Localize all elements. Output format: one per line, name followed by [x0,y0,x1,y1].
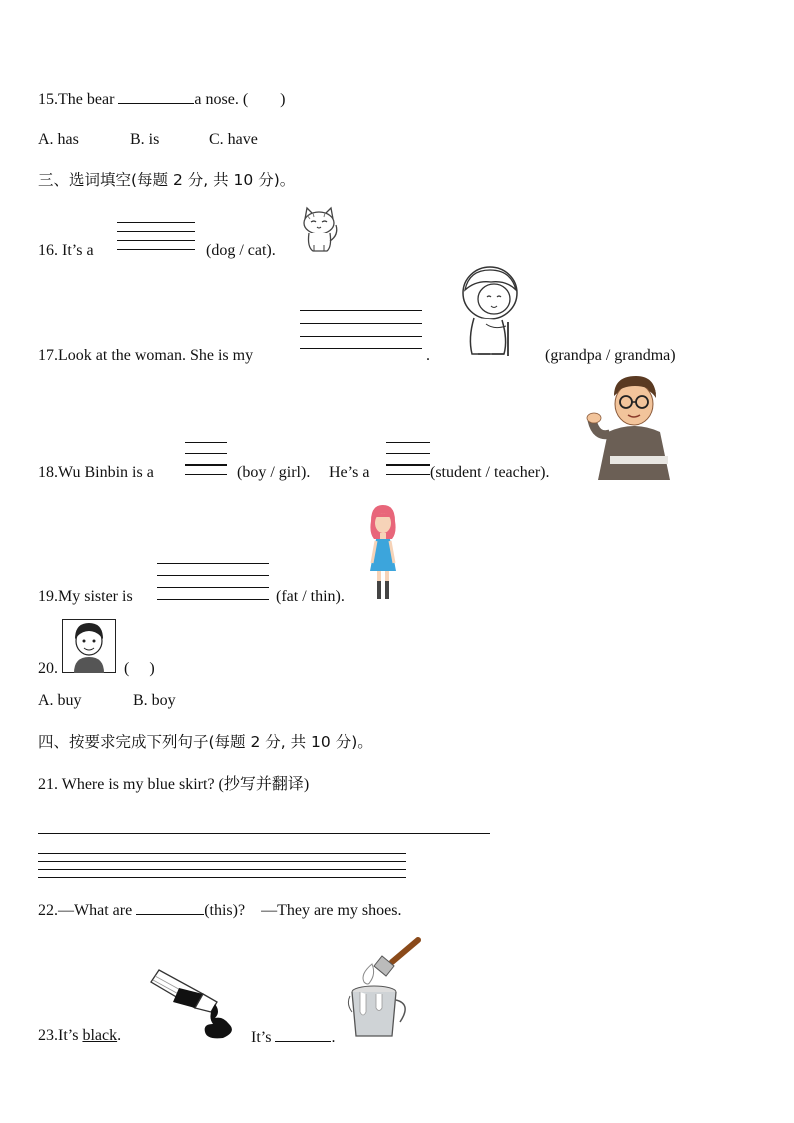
q23-line-2 [251,1027,335,1047]
q23-prefix: 23.It’s [38,1027,79,1044]
q18-choices-1: (boy / girl). [237,464,311,481]
q18-prefix: 18.Wu Binbin is a [38,464,154,481]
q20-option-b[interactable]: B. boy [133,692,176,709]
q23-blank[interactable] [275,1027,331,1042]
q15-option-b[interactable]: B. is [130,131,160,148]
q22-line [38,900,401,920]
q15-line [38,89,286,109]
q20-option-a[interactable]: A. buy [38,692,82,709]
q18-mid: He’s a [329,464,370,481]
q17-dot: . [426,347,430,364]
q18-writing-lines-2[interactable] [386,442,430,476]
q15-blank[interactable] [118,89,194,104]
section4-heading: 四、按要求完成下列句子(每题 2 分, 共 10 分)。 [38,733,373,751]
teacher-icon [584,374,674,480]
q19-prefix: 19.My sister is [38,588,133,605]
q22-middle: (this)? [204,902,246,919]
section3-heading: 三、选词填空(每题 2 分, 共 10 分)。 [38,171,296,189]
q17-writing-lines[interactable] [300,310,422,350]
q17-choices: (grandpa / grandma) [545,347,676,364]
q16-prefix: 16. It’s a [38,242,94,259]
q21-prefix: 21. [38,776,58,793]
q22-prefix: 22.—What are [38,902,133,919]
q23-second: It’s [251,1029,272,1046]
q17-prefix: 17.Look at the woman. She is my [38,347,254,364]
q21-writing-lines[interactable] [38,853,406,879]
q18-choices-2: (student / teacher). [430,464,550,481]
cat-icon [297,205,343,255]
q21-line [38,776,309,794]
q21-answer-line[interactable] [38,833,490,834]
girl-icon [365,503,401,603]
q16-writing-lines[interactable] [117,222,195,252]
q15-option-c[interactable]: C. have [209,131,258,148]
q20-prefix: 20. [38,660,58,677]
q15-prefix: 15.The bear [38,91,115,108]
q15-close-paren: ) [280,91,286,108]
q23-underlined-word: black [82,1027,118,1044]
q16-choices: (dog / cat). [206,242,276,259]
q22-answer: —They are my shoes. [261,902,402,919]
q19-writing-lines[interactable] [157,563,269,601]
grandma-icon [456,266,526,358]
q20-paren[interactable]: ( ) [124,660,155,677]
paint-tube-icon [145,968,239,1040]
boy-icon [62,619,116,673]
q15-option-a[interactable]: A. has [38,131,79,148]
q21-text: Where is my blue skirt? (抄写并翻译) [58,776,310,793]
q18-writing-lines-1[interactable] [185,442,227,476]
q22-blank[interactable] [136,900,204,915]
q23-end: . [331,1029,336,1046]
q23-line-1 [38,1027,121,1045]
q15-suffix: a nose. ( [194,91,249,108]
q23-dot: . [117,1027,122,1044]
paint-bucket-icon [346,936,426,1042]
q19-choices: (fat / thin). [276,588,345,605]
